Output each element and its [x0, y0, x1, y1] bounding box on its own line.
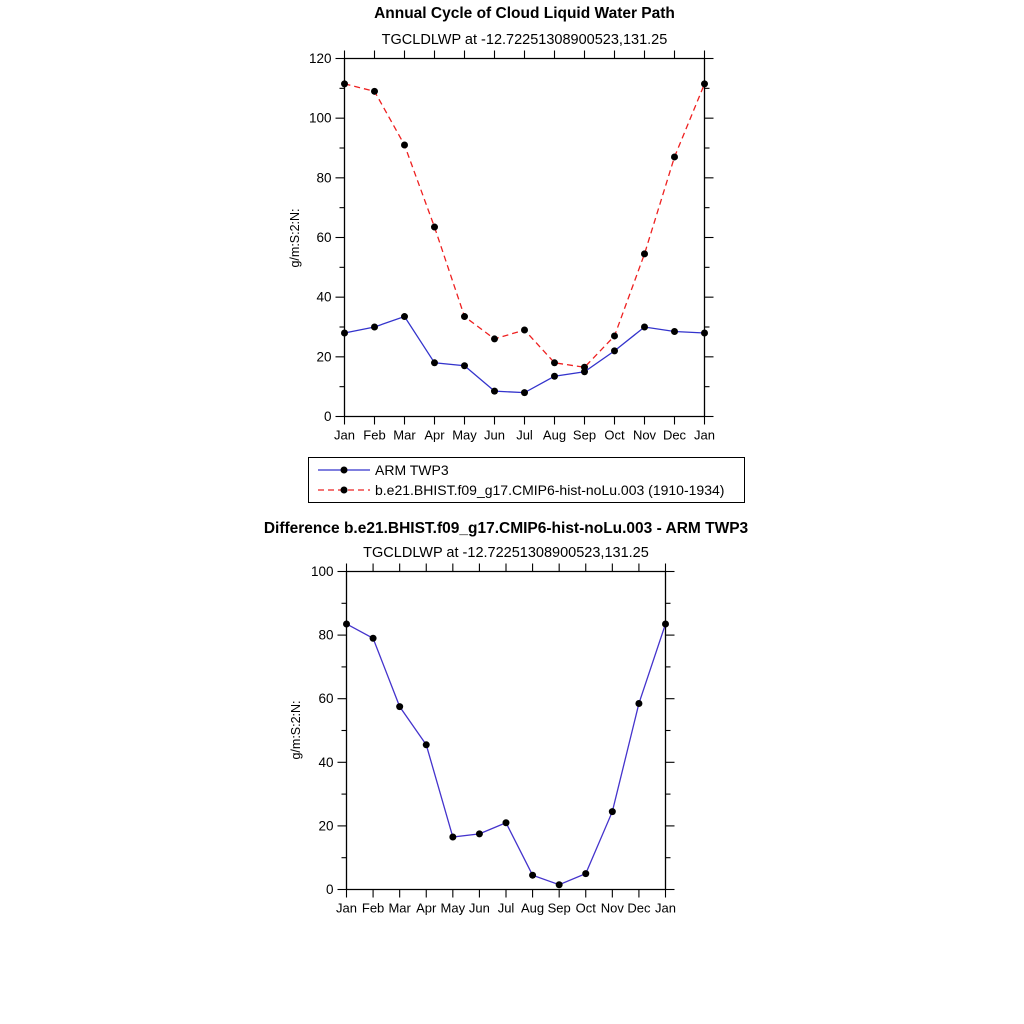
svg-text:Apr: Apr [416, 900, 437, 916]
chart2-yaxis-label: g/m:S:2:N: [289, 700, 303, 760]
chart-1-x-tick-labels [336, 901, 676, 916]
svg-text:80: 80 [316, 170, 332, 186]
svg-text:40: 40 [316, 289, 332, 305]
chart1-subtitle: TGCLDLWP at -12.72251308900523,131.25 [381, 32, 668, 48]
svg-text:Jan: Jan [334, 427, 355, 443]
chart-0-y-tick-labels [309, 51, 332, 424]
svg-text:May: May [452, 427, 477, 443]
chart2-subtitle: TGCLDLWP at -12.72251308900523,131.25 [363, 545, 649, 561]
svg-text:Mar: Mar [388, 900, 411, 916]
chart1-yaxis-label: g/m:S:2:N: [288, 208, 302, 268]
legend-label-model: b.e21.BHIST.f09_g17.CMIP6-hist-noLu.003 (1910-1934) [375, 482, 725, 498]
chart-0-plot [309, 51, 715, 443]
svg-text:Sep: Sep [572, 427, 597, 443]
legend-item-model [315, 480, 740, 500]
svg-text:100: 100 [308, 110, 332, 126]
svg-text:Aug: Aug [542, 427, 567, 443]
chart-1-series-0-line [347, 624, 666, 885]
svg-text:Dec: Dec [627, 900, 651, 916]
svg-text:Feb: Feb [361, 900, 385, 916]
chart2-title: Difference b.e21.BHIST.f09_g17.CMIP6-hist-noLu.003 - ARM TWP3 [263, 520, 749, 537]
chart-0-x-tick-labels [334, 428, 715, 443]
svg-text:20: 20 [318, 818, 334, 834]
svg-text:40: 40 [318, 754, 334, 770]
svg-text:Feb: Feb [363, 427, 386, 443]
svg-text:80: 80 [318, 627, 334, 643]
svg-text:Jan: Jan [655, 900, 676, 916]
svg-text:20: 20 [316, 349, 332, 365]
legend-label-arm-twp3: ARM TWP3 [375, 462, 449, 478]
svg-text:Sep: Sep [547, 900, 571, 916]
svg-text:Jul: Jul [497, 900, 515, 916]
legend [308, 457, 745, 503]
chart-1-y-ticks [338, 572, 675, 890]
chart-1-x-ticks [347, 564, 666, 898]
svg-text:0: 0 [323, 409, 332, 424]
svg-text:Nov: Nov [600, 900, 624, 916]
chart-0-series-1-line [345, 84, 705, 367]
svg-text:60: 60 [316, 230, 332, 245]
chart-1-plot [311, 564, 676, 916]
chart-1-series-0-markers [343, 620, 669, 888]
legend-line-sample-solid [315, 464, 373, 476]
svg-text:Nov: Nov [632, 427, 657, 443]
svg-text:Jan: Jan [336, 900, 357, 916]
svg-text:100: 100 [310, 564, 334, 579]
svg-text:60: 60 [318, 691, 334, 707]
svg-text:Mar: Mar [393, 427, 416, 443]
svg-text:Jun: Jun [468, 900, 490, 916]
svg-text:Oct: Oct [604, 427, 625, 443]
chart1-title: Annual Cycle of Cloud Liquid Water Path [374, 5, 675, 22]
svg-text:0: 0 [325, 882, 334, 897]
chart-0-x-ticks [345, 51, 705, 425]
svg-text:Oct: Oct [575, 900, 596, 916]
svg-text:Aug: Aug [521, 900, 545, 916]
chart-0-series-0-markers [341, 313, 708, 396]
chart-0-frame [345, 59, 705, 417]
legend-line-sample-dashed [315, 484, 373, 496]
svg-text:Jul: Jul [516, 427, 533, 443]
chart-1-frame [347, 572, 666, 890]
svg-text:Apr: Apr [424, 427, 445, 443]
svg-text:Dec: Dec [662, 427, 687, 443]
chart-0-y-ticks [336, 59, 714, 417]
legend-item-arm-twp3 [315, 460, 740, 480]
svg-text:May: May [440, 900, 466, 916]
svg-text:Jun: Jun [484, 427, 505, 443]
chart-1-y-tick-labels [311, 564, 334, 897]
svg-text:120: 120 [308, 51, 332, 66]
chart-0-series-1-markers [341, 80, 708, 370]
svg-text:Jan: Jan [694, 427, 715, 443]
